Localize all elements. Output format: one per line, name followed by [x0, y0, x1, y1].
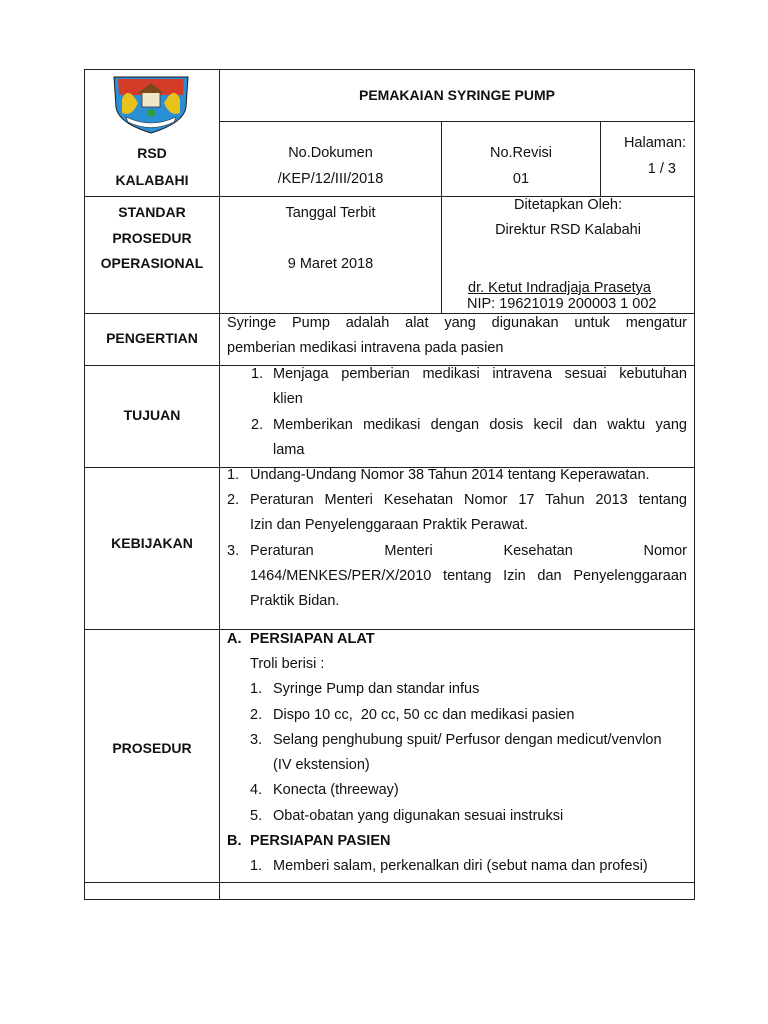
page-value: 1 / 3: [647, 161, 676, 177]
tujuan-label: TUJUAN: [123, 407, 181, 423]
regency-logo-icon: [108, 73, 194, 135]
kebijakan-content-cell: [219, 467, 695, 630]
tujuan-content-cell: [219, 365, 695, 468]
empty-content-cell: [219, 882, 695, 900]
empty-label-cell: [84, 882, 220, 900]
revision-label: No.Revisi: [489, 145, 553, 161]
section-a-title: PERSIAPAN ALAT: [250, 631, 375, 647]
sop-label-cell: [84, 196, 220, 314]
doc-number-value: /KEP/12/III/2018: [277, 171, 384, 187]
issue-date-label: Tanggal Terbit: [285, 205, 376, 221]
list-item-text: (IV ekstension): [273, 757, 370, 773]
approval-cell: [441, 196, 695, 314]
list-item-number: 2.: [251, 417, 264, 433]
pengertian-text-line2: pemberian medikasi intravena pada pasien: [227, 340, 504, 356]
list-item-text: Konecta (threeway): [273, 782, 399, 798]
section-b-letter: B.: [227, 833, 242, 849]
list-item-text: Menjaga pemberian medikasi intravena sesuai kebutuhan: [273, 366, 687, 382]
section-a-letter: A.: [227, 631, 242, 647]
prosedur-content-cell: [219, 629, 695, 883]
approval-label: Ditetapkan Oleh:: [513, 197, 622, 213]
list-item-number: 2.: [250, 707, 263, 723]
tujuan-label-cell: [84, 365, 220, 468]
list-item-text: Peraturan Menteri Kesehatan Nomor: [250, 543, 687, 559]
title-cell: [219, 69, 695, 122]
list-item-text: Praktik Bidan.: [250, 593, 340, 609]
revision-cell: [441, 121, 601, 197]
list-item: [251, 362, 687, 412]
list-item: [227, 539, 687, 615]
kebijakan-label-cell: [84, 467, 220, 630]
doc-number-label: No.Dokumen: [288, 145, 373, 161]
list-item-text: Memberi salam, perkenalkan diri (sebut nama dan profesi): [273, 858, 648, 874]
org-name-line1: RSD: [137, 145, 167, 161]
kebijakan-label: KEBIJAKAN: [111, 535, 193, 551]
approval-director: Direktur RSD Kalabahi: [495, 222, 641, 238]
page-label: Halaman:: [623, 135, 686, 151]
list-item-number: 1.: [250, 858, 263, 874]
list-item-text: 1464/MENKES/PER/X/2010 tentang Izin dan Penyelenggaraan: [250, 568, 687, 584]
prosedur-label-cell: [84, 629, 220, 883]
doc-number-cell: [219, 121, 442, 197]
sop-row: [84, 196, 695, 314]
header-row: [84, 69, 695, 197]
sop-label-line3: OPERASIONAL: [100, 255, 204, 271]
revision-value: 01: [512, 171, 530, 187]
list-item-text: klien: [273, 391, 303, 407]
list-item-number: 3.: [227, 543, 240, 559]
list-item: [227, 488, 687, 538]
pengertian-label: PENGERTIAN: [106, 330, 198, 346]
list-item-text: Selang penghubung spuit/ Perfusor dengan medicut/venvlon: [273, 732, 662, 748]
page-cell: [600, 121, 695, 197]
list-item-number: 5.: [250, 808, 263, 824]
section-a-intro: Troli berisi :: [250, 656, 325, 672]
list-item-text: Obat-obatan yang digunakan sesuai instruksi: [273, 808, 564, 824]
list-item-text: Undang-Undang Nomor 38 Tahun 2014 tentang Keperawatan.: [250, 467, 650, 483]
pengertian-text-line1: Syringe Pump adalah alat yang digunakan untuk mengatur: [227, 315, 687, 331]
list-item-text: lama: [273, 442, 305, 458]
sop-label-line2: PROSEDUR: [112, 230, 192, 246]
prosedur-row: [84, 629, 695, 883]
pengertian-label-cell: [84, 313, 220, 366]
list-item-number: 1.: [251, 366, 264, 382]
org-name-line2: KALABAHI: [115, 172, 189, 188]
list-item: [251, 413, 687, 463]
signer-nip: NIP: 19621019 200003 1 002: [467, 296, 657, 312]
list-item: [227, 463, 687, 489]
section-b-title: PERSIAPAN PASIEN: [250, 833, 391, 849]
list-item-number: 2.: [227, 492, 240, 508]
prosedur-label: PROSEDUR: [112, 740, 192, 756]
issue-date-cell: [219, 196, 442, 314]
sop-label-line1: STANDAR: [118, 204, 186, 220]
kebijakan-row: [84, 467, 695, 630]
pengertian-content-cell: [219, 313, 695, 366]
pengertian-row: [84, 313, 695, 366]
list-item-number: 1.: [227, 467, 240, 483]
list-item-text: Dispo 10 cc, 20 cc, 50 cc dan medikasi pasien: [273, 707, 575, 723]
list-item-text: Memberikan medikasi dengan dosis kecil dan waktu yang: [273, 417, 687, 433]
list-item-number: 4.: [250, 782, 263, 798]
org-cell: [84, 69, 220, 197]
signer-name: dr. Ketut Indradjaja Prasetya: [468, 280, 651, 296]
list-item-number: 1.: [250, 681, 263, 697]
list-item-text: Syringe Pump dan standar infus: [273, 681, 480, 697]
empty-row: [84, 882, 695, 900]
list-item-number: 3.: [250, 732, 263, 748]
issue-date-value: 9 Maret 2018: [287, 256, 374, 272]
list-item-text: Izin dan Penyelenggaraan Praktik Perawat.: [250, 517, 529, 533]
tujuan-row: [84, 365, 695, 468]
list-item-text: Peraturan Menteri Kesehatan Nomor 17 Tahun 2013 tentang: [250, 492, 687, 508]
document-title: PEMAKAIAN SYRINGE PUMP: [358, 87, 556, 103]
